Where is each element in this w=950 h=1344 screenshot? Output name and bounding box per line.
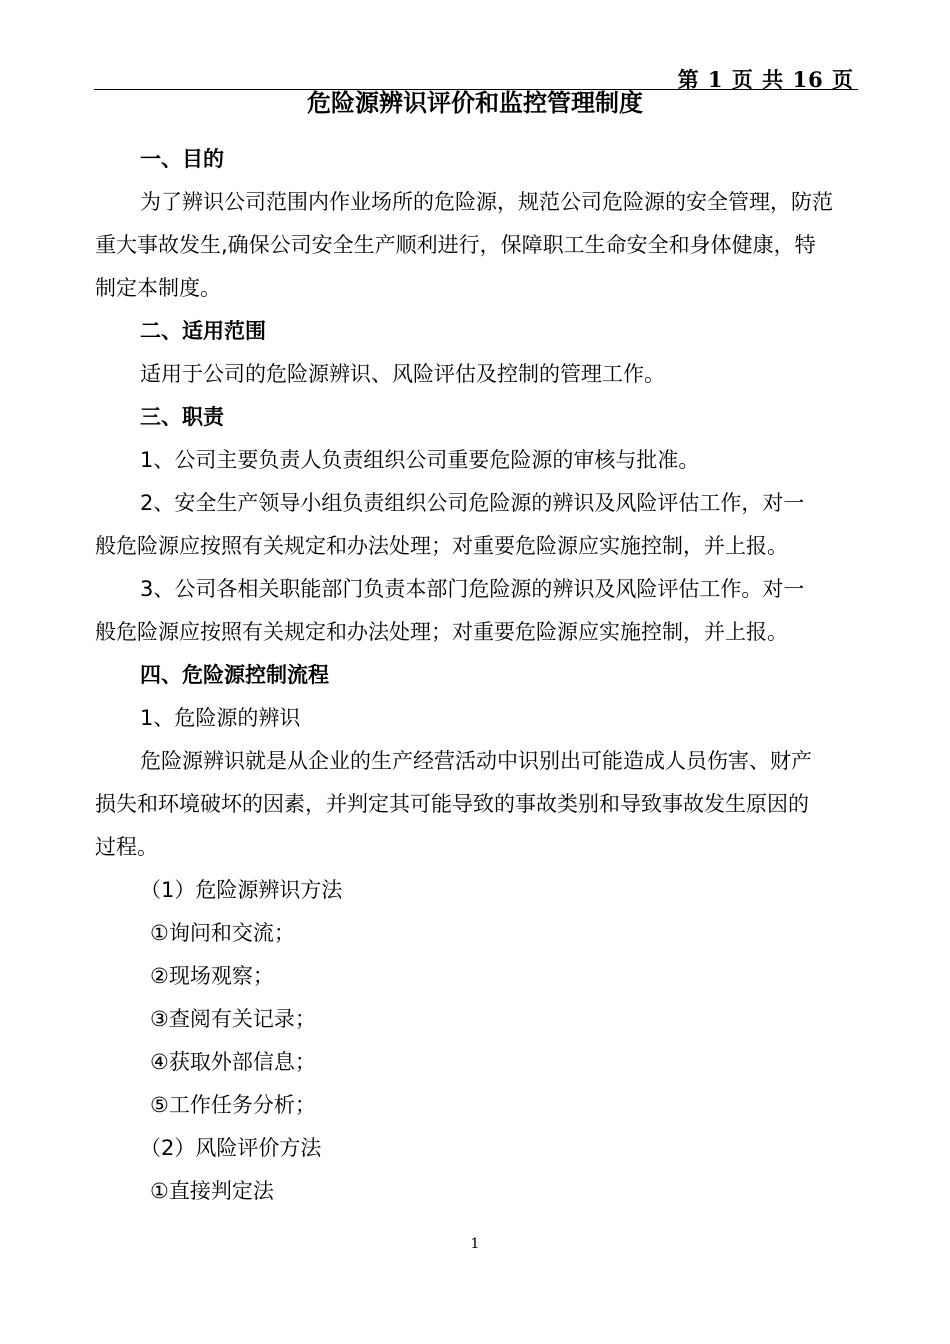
list-item: 1、公司主要负责人负责组织公司重要危险源的审核与批准。 [140,448,700,472]
list-item: 3、公司各相关职能部门负责本部门危险源的辨识及风险评估工作。对一 [140,577,805,601]
section-heading-duties: 三、职责 [140,405,224,429]
paragraph-line: 损失和环境破坏的因素，并判定其可能导致的事故类别和导致事故发生原因的 [95,792,809,816]
method-item: ①直接判定法 [150,1179,274,1203]
section-heading-scope: 二、适用范围 [140,319,266,343]
subsection-heading: 1、危险源的辨识 [140,706,301,730]
method-item: ②现场观察； [150,964,274,988]
list-item: 2、安全生产领导小组负责组织公司危险源的辨识及风险评估工作，对一 [140,491,805,515]
method-item: ④获取外部信息； [150,1050,316,1074]
paragraph-line: 危险源辨识就是从企业的生产经营活动中识别出可能造成人员伤害、财产 [140,749,812,773]
paragraph-line: 过程。 [95,835,158,859]
footer-page-number: 1 [470,1236,480,1252]
document-title: 危险源辨识评价和监控管理制度 [307,89,643,117]
paragraph-line: 重大事故发生,确保公司安全生产顺利进行，保障职工生命安全和身体健康，特 [95,233,816,257]
section-heading-purpose: 一、目的 [140,147,224,171]
section-heading-control-process: 四、危险源控制流程 [140,663,329,687]
method-item: ⑤工作任务分析； [150,1093,316,1117]
paragraph-line: 制定本制度。 [95,276,221,300]
paragraph-line: 为了辨识公司范围内作业场所的危险源，规范公司危险源的安全管理，防范 [140,190,833,214]
method-heading: （2）风险评价方法 [140,1136,322,1160]
method-item: ③查阅有关记录； [150,1007,316,1031]
method-heading: （1）危险源辨识方法 [140,878,343,902]
list-item-continuation: 般危险源应按照有关规定和办法处理；对重要危险源应实施控制，并上报。 [95,620,788,644]
paragraph-line: 适用于公司的危险源辨识、风险评估及控制的管理工作。 [140,362,665,386]
header-page-indicator: 第 1 页 共 16 页 [677,67,854,92]
method-item: ①询问和交流； [150,921,295,945]
list-item-continuation: 般危险源应按照有关规定和办法处理；对重要危险源应实施控制，并上报。 [95,534,788,558]
